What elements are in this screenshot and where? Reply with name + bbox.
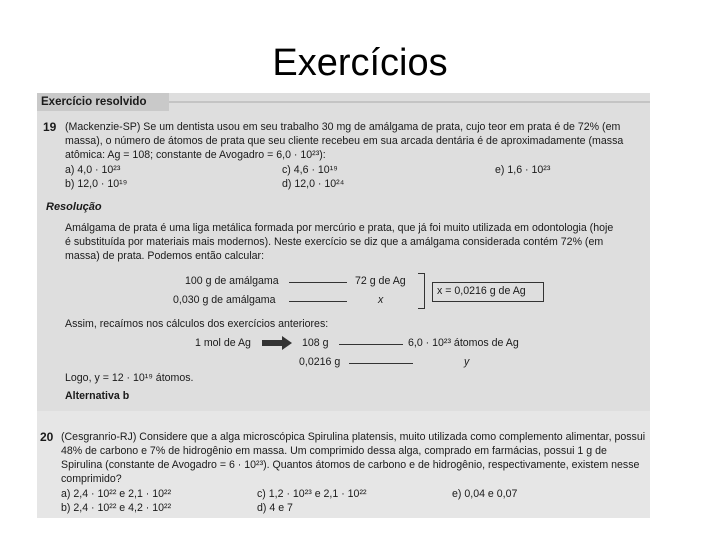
proportion-dash (289, 301, 347, 302)
calc2-row2-right: y (464, 356, 470, 368)
calc2-row1-mid: 108 g (302, 337, 329, 349)
option-a: a) 4,0 · 10²³ (65, 164, 121, 176)
option-e: e) 0,04 e 0,07 (452, 488, 518, 500)
arrow-icon (262, 336, 292, 350)
exercise-number: 19 (43, 120, 57, 134)
answer: Alternativa b (65, 390, 130, 402)
resolution-line: Amálgama de prata é uma liga metálica formada por mercúrio e prata, que já foi muito utilizada em odontologia (hoje (65, 222, 614, 234)
calc2-row1-left: 1 mol de Ag (195, 337, 251, 349)
bracket (418, 273, 425, 309)
question-line: (Cesgranrio-RJ) Considere que a alga microscópica Spirulina platensis, muito utilizada como complemento alimentar, possui (61, 431, 646, 443)
calc1-result: x = 0,0216 g de Ag (437, 285, 526, 297)
question-line: 48% de carbono e 7% de hidrogênio em massa. Um comprimido dessa alga, comprado em farmácias, possui 1 g de (61, 445, 607, 457)
resolution-line: é substituída por materiais mais modernos). Neste exercício se diz que a amálgama considerada contém 72% (em (65, 236, 604, 248)
calc1-row2-right: x (378, 294, 384, 306)
option-a: a) 2,4 · 10²² e 2,1 · 10²² (61, 488, 172, 500)
slide-title: Exercícios (272, 42, 448, 84)
header-rule (169, 101, 650, 103)
calc1-row1-left: 100 g de amálgama (185, 275, 279, 287)
conclusion: Logo, y = 12 · 10¹⁹ átomos. (65, 372, 194, 384)
calc2-row2-mid: 0,0216 g (299, 356, 341, 368)
calc2-row1-right: 6,0 · 10²³ átomos de Ag (408, 337, 519, 349)
option-b: b) 12,0 · 10¹⁹ (65, 178, 128, 190)
middle-text: Assim, recaímos nos cálculos dos exercícios anteriores: (65, 318, 329, 330)
resolution-line: massa) de prata. Podemos então calcular: (65, 250, 265, 262)
option-d: d) 4 e 7 (257, 502, 293, 514)
question-line: comprimido? (61, 473, 122, 485)
proportion-dash (339, 344, 403, 345)
proportion-dash (289, 282, 347, 283)
option-c: c) 4,6 · 10¹⁹ (282, 164, 338, 176)
solved-exercise-header: Exercício resolvido (37, 93, 169, 111)
question-line: (Mackenzie-SP) Se um dentista usou em seu trabalho 30 mg de amálgama de prata, cujo teor em prata é de 72% (em (65, 121, 621, 133)
exercise-number: 20 (40, 430, 54, 444)
option-e: e) 1,6 · 10²³ (495, 164, 551, 176)
calc1-row1-right: 72 g de Ag (355, 275, 406, 287)
question-line: Spirulina (constante de Avogadro = 6 · 10²³). Quantos átomos de carbono e de hidrogênio, respectivamente, existem nesse (61, 459, 640, 471)
calc1-row2-left: 0,030 g de amálgama (173, 294, 276, 306)
option-d: d) 12,0 · 10²⁴ (282, 178, 345, 190)
proportion-dash (349, 363, 413, 364)
resolution-title: Resolução (46, 201, 102, 213)
question-line: atômica: Ag = 108; constante de Avogadro = 6,0 · 10²³): (65, 149, 326, 161)
option-c: c) 1,2 · 10²³ e 2,1 · 10²² (257, 488, 367, 500)
scanned-textbook-page (37, 93, 650, 518)
option-b: b) 2,4 · 10²² e 4,2 · 10²² (61, 502, 172, 514)
question-line: massa), o número de átomos de prata que seu cliente recebeu em sua arcada dentária é de aproximadamente (massa (65, 135, 624, 147)
